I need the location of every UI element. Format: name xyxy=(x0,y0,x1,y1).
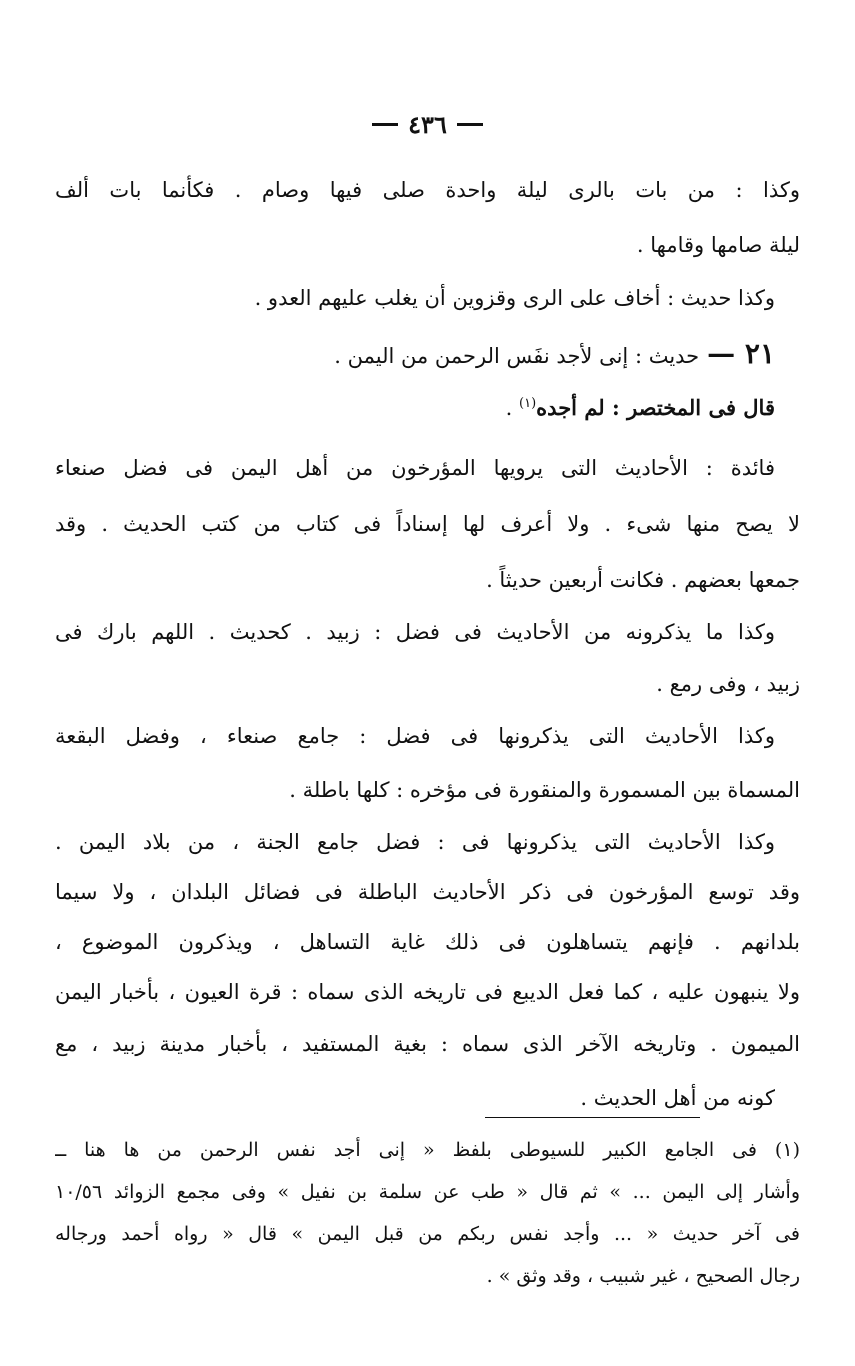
body-line: ليلة صامها وقامها . xyxy=(636,233,800,257)
body-line: كونه من أهل الحديث . xyxy=(580,1086,775,1110)
mukhtasar-text: قال فى المختصر : لم أجده xyxy=(536,395,775,420)
body-line: وكذا الأحاديث التى يذكرونها فى : فضل جامع الجنة ، من بلاد اليمن . xyxy=(55,830,775,854)
footnote-line: رجال الصحيح ، غير شبيب ، وقد وثق » . xyxy=(486,1265,800,1287)
footnote-line: (١) فى الجامع الكبير للسيوطى بلفظ « إنى أجد نفس الرحمن من ها هنا ــ xyxy=(55,1139,800,1161)
page-number: ٤٣٦ xyxy=(408,109,447,139)
footnote-line: فى آخر حديث « ... وأجد نفس ربكم من قبل اليمن » قال « رواه أحمد ورجاله xyxy=(55,1223,800,1245)
header-dash-left xyxy=(372,123,398,126)
hadith-number: ٢١ — xyxy=(707,337,775,370)
mukhtasar-line: قال فى المختصر : لم أجده$^{(١)}$ . xyxy=(505,395,775,420)
body-line: الميمون . وتاريخه الآخر الذى سماه : بغية المستفيد ، بأخبار مدينة زبيد ، مع xyxy=(55,1032,800,1056)
footnote-reference: (١) xyxy=(519,396,537,411)
body-line: وقد توسع المؤرخون فى ذكر الأحاديث الباطلة فى فضائل البلدان ، ولا سيما xyxy=(55,880,800,904)
body-line: بلدانهم . فإنهم يتساهلون فى ذلك غاية التساهل ، ويذكرون الموضوع ، xyxy=(55,930,800,954)
footnote-line: وأشار إلى اليمن ... » ثم قال « طب عن سلمة بن نفيل » وفى مجمع الزوائد ١٠/٥٦ xyxy=(55,1181,800,1203)
body-line: ولا ينبهون عليه ، كما فعل الديبع فى تاريخه الذى سماه : قرة العيون ، بأخبار اليمن xyxy=(55,980,800,1004)
body-line: وكذا ما يذكرونه من الأحاديث فى فضل : زبيد . كحديث . اللهم بارك فى xyxy=(55,620,775,644)
body-line: وكذا حديث : أخاف على الرى وقزوين أن يغلب عليهم العدو . xyxy=(254,286,775,310)
body-line: فائدة : الأحاديث التى يرويها المؤرخون من أهل اليمن فى فضل صنعاء xyxy=(55,456,775,480)
hadith-text: حديث : إنى لأجد نفَس الرحمن من اليمن . xyxy=(334,344,700,368)
header-dash-right xyxy=(457,123,483,126)
page-header xyxy=(0,104,855,144)
body-line: وكذا الأحاديث التى يذكرونها فى فضل : جامع صنعاء ، وفضل البقعة xyxy=(55,724,775,748)
footnote-separator xyxy=(485,1117,700,1118)
body-line: جمعها بعضهم . فكانت أربعين حديثاً . xyxy=(486,568,800,592)
body-line: المسماة بين المسمورة والمنقورة فى مؤخره : كلها باطلة . xyxy=(289,778,800,802)
body-line: وكذا : من بات بالرى ليلة واحدة صلى فيها وصام . فكأنما بات ألف xyxy=(55,178,800,202)
body-line: لا يصح منها شىء . ولا أعرف لها إسناداً فى كتاب من كتب الحديث . وقد xyxy=(55,512,800,536)
body-line: زبيد ، وفى رمع . xyxy=(656,672,800,696)
hadith-heading xyxy=(55,334,775,374)
